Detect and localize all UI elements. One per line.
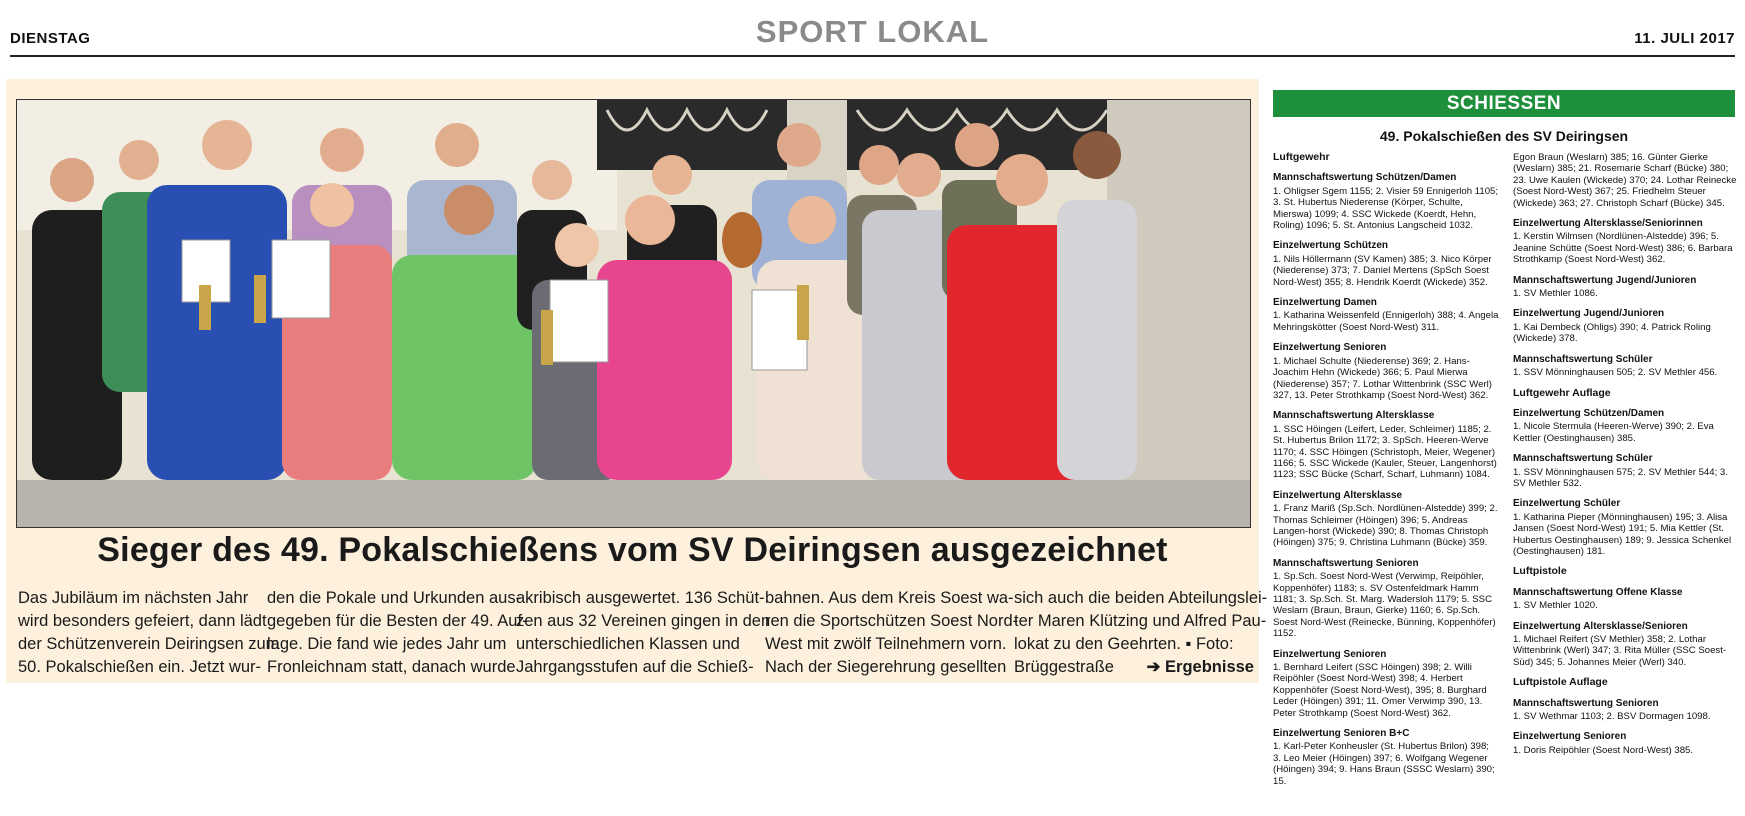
article-line: 50. Pokalschießen ein. Jetzt wur- <box>18 658 262 676</box>
article-line: West mit zwölf Teilnehmern vorn. <box>765 635 1007 653</box>
article-line: akribisch ausgewertet. 136 Schüt- <box>516 589 765 607</box>
result-category: Einzelwertung Schützen/Damen <box>1513 407 1665 419</box>
result-category: Einzelwertung Senioren <box>1273 342 1387 354</box>
result-text: 1. Nicole Stermula (Heeren-Werve) 390; 2. Eva Kettler (Oestinghausen) 385. <box>1513 421 1714 444</box>
sidebar-title: 49. Pokalschießen des SV Deiringsen <box>1379 128 1629 144</box>
result-category: Einzelwertung Jugend/Junioren <box>1513 308 1665 320</box>
article-line: Das Jubiläum im nächsten Jahr <box>18 589 249 607</box>
article-line: Jahrgangsstufen auf die Schieß- <box>516 658 754 676</box>
result-text: 1. Karl-Peter Konheusler (St. Hubertus Brilon) 398; 3. Leo Meier (Höingen) 397; 6. Wolfgang Wegener (Höingen) 394; 9. Hans Braun (SSSC Weslarn) 390; 15. <box>1273 741 1495 787</box>
sidebar-column-left <box>1273 152 1499 796</box>
result-block <box>1273 649 1499 719</box>
article-line: den die Pokale und Urkunden aus- <box>267 589 522 607</box>
result-block <box>1513 354 1739 379</box>
result-block <box>1273 490 1499 549</box>
result-block <box>1273 342 1499 401</box>
result-text: 1. SV Methler 1086. <box>1513 288 1598 300</box>
section-title: SPORT LOKAL <box>755 14 990 49</box>
sidebar-banner: SCHIESSEN <box>1273 90 1735 117</box>
article-line: ren die Sportschützen Soest Nord- <box>765 612 1019 630</box>
results-link[interactable]: ➔ Ergebnisse <box>1146 658 1254 676</box>
group-photo-illustration <box>17 100 1250 527</box>
result-block <box>1513 698 1739 723</box>
result-block <box>1513 408 1739 444</box>
article-headline: Sieger des 49. Pokalschießens vom SV Deiringsen ausgezeichnet <box>97 531 1168 569</box>
result-block <box>1513 218 1739 266</box>
result-text: Egon Braun (Weslarn) 385; 16. Günter Gierke (Weslarn) 385; 21. Rosemarie Scharf (Bücke) 380; 23. Uwe Kaulen (Wickede) 370; 24. Lothar Reinecke (Soest Nord-West) 367; 25. Friedhelm Steuer (Wickede) 363; 27. Christoph Scharf (Bücke) 345. <box>1513 152 1737 209</box>
result-block <box>1513 731 1739 756</box>
article-line: lokat zu den Geehrten. ▪ Foto: <box>1014 635 1234 653</box>
article-column-2 <box>267 587 528 679</box>
result-category: Einzelwertung Senioren <box>1273 648 1387 660</box>
result-block <box>1513 308 1739 344</box>
result-category: Mannschaftswertung Jugend/Junioren <box>1513 274 1697 286</box>
result-category: Einzelwertung Altersklasse/Seniorinnen <box>1513 218 1703 230</box>
discipline-heading: Luftgewehr Auflage <box>1513 386 1611 399</box>
result-text: 1. SV Methler 1020. <box>1513 600 1598 612</box>
result-block <box>1513 453 1739 489</box>
result-block <box>1513 566 1739 577</box>
article-line: ter Maren Klützing und Alfred Pau- <box>1014 612 1267 630</box>
article-line: unterschiedlichen Klassen und <box>516 635 740 653</box>
result-block <box>1513 388 1739 399</box>
result-category: Einzelwertung Senioren B+C <box>1273 728 1410 740</box>
discipline-heading: Luftpistole Auflage <box>1513 676 1608 689</box>
result-text: 1. Katharina Weissenfeld (Ennigerloh) 388; 4. Angela Mehringskötter (Soest Nord-West) 311. <box>1273 310 1499 333</box>
header-rule <box>10 55 1735 57</box>
result-block <box>1273 152 1499 163</box>
header-day: DIENSTAG <box>10 30 91 47</box>
article-column-5 <box>1014 587 1268 679</box>
article-line: Nach der Siegerehrung gesellten <box>765 658 1007 676</box>
result-category: Mannschaftswertung Offene Klasse <box>1513 586 1683 598</box>
result-block <box>1273 297 1499 333</box>
result-block <box>1513 621 1739 669</box>
article-line: gegeben für die Besten der 49. Auf- <box>267 612 528 630</box>
result-text: 1. Nils Höllermann (SV Kamen) 385; 3. Nico Körper (Niederense) 373; 7. Daniel Mertens (SpSch Soest Nord-West) 355; 8. Hendrik Koerdt (Wickede) 352. <box>1273 253 1492 288</box>
result-block <box>1273 410 1499 480</box>
result-block <box>1273 240 1499 288</box>
sidebar-column-right <box>1513 152 1739 765</box>
article-line: Fronleichnam statt, danach wurde <box>267 658 516 676</box>
result-text: 1. SSV Mönninghausen 505; 2. SV Methler 456. <box>1513 367 1718 379</box>
article-column-1 <box>18 587 280 679</box>
result-category: Einzelwertung Senioren <box>1513 731 1627 743</box>
article-line <box>1014 656 1254 679</box>
result-category: Mannschaftswertung Altersklasse <box>1273 410 1435 422</box>
result-category: Mannschaftswertung Schützen/Damen <box>1273 172 1457 184</box>
article-column-3 <box>516 587 771 679</box>
result-text: 1. Michael Schulte (Niederense) 369; 2. Hans-Joachim Hehn (Wickede) 366; 5. Paul Mierwa (Niederense) 357; 7. Lothar Wittenbrink (SSC Werl) 327, 13. Peter Strothkamp (Soest Nord-West) 362. <box>1273 355 1492 401</box>
result-block <box>1513 677 1739 688</box>
article <box>6 79 1268 683</box>
result-category: Mannschaftswertung Schüler <box>1513 353 1653 365</box>
sidebar-columns <box>1273 152 1735 812</box>
result-block <box>1513 587 1739 612</box>
article-line: lage. Die fand wie jedes Jahr um <box>267 635 507 653</box>
result-block <box>1273 728 1499 787</box>
result-text: 1. Ohligser Sgem 1155; 2. Visier 59 Ennigerloh 1105; 3. St. Hubertus Niederense (Körper, Schulte, Mierswa) 1099; 4. SSC Wickede (Koerdt, Hehn, Roling) 1096; 5. St. Antonius Langscheid 1032. <box>1273 185 1499 232</box>
article-line: zen aus 32 Vereinen gingen in den <box>516 612 771 630</box>
result-text: 1. Michael Reifert (SV Methler) 358; 2. Lothar Wittenbrink (Werl) 347; 3. Rita Müller (SSC Soest-Süd) 345; 5. Johannes Meier (Werl) 340. <box>1513 634 1727 668</box>
result-category: Mannschaftswertung Schüler <box>1513 453 1653 465</box>
result-block <box>1273 172 1499 231</box>
result-category: Einzelwertung Altersklasse <box>1273 489 1403 501</box>
article-line: wird besonders gefeiert, dann lädt <box>18 612 267 630</box>
result-text: 1. SV Wethmar 1103; 2. BSV Dormagen 1098. <box>1513 711 1711 723</box>
result-category: Einzelwertung Altersklasse/Senioren <box>1513 620 1688 632</box>
photo-credit: Brüggestraße <box>1014 658 1114 676</box>
article-line: sich auch die beiden Abteilungslei- <box>1014 589 1268 607</box>
result-block <box>1513 275 1739 300</box>
article-column-4 <box>765 587 1019 679</box>
group-photo <box>16 99 1251 528</box>
article-line: bahnen. Aus dem Kreis Soest wa- <box>765 589 1014 607</box>
discipline-heading: Luftgewehr <box>1273 151 1330 163</box>
result-text: 1. Sp.Sch. Soest Nord-West (Verwimp, Reipöhler, Koppenhöfer) 1183; s. SV Ostenfeldmark Hamm 1181; 3. Sp.Sch. St. Marg. Wadersloh 1179; 5. SSC Weslarn (Braun, Braun, Gierke) 1160; 6. Sp.Sch. Soest Nord-West (Reinecke, Bünning, Koppenhöfer) 1152. <box>1273 571 1496 640</box>
article-line: der Schützenverein Deiringsen zum <box>18 635 280 653</box>
result-text: 1. SSC Höingen (Leifert, Leder, Schleimer) 1185; 2. St. Hubertus Brilon 1172; 3. SpSch. Heeren-Werve 1170; 4. SSC Höingen (Schristoph, Meier, Wegener) 1166; 5. SSC Wickede (Kauler, Steuer, Langenhorst) 1123; SSC Bücke (Scharf, Scharf, Luhmann) 1084. <box>1273 423 1497 481</box>
result-category: Einzelwertung Damen <box>1273 297 1377 309</box>
result-text: 1. Doris Reipöhler (Soest Nord-West) 385. <box>1513 744 1694 756</box>
header-date: 11. JULI 2017 <box>1634 30 1735 47</box>
result-block <box>1273 558 1499 640</box>
result-category: Einzelwertung Schüler <box>1513 498 1621 510</box>
result-block <box>1513 498 1739 557</box>
discipline-heading: Luftpistole <box>1513 565 1567 578</box>
result-text: 1. Franz Mariß (Sp.Sch. Nordlünen-Alstedde) 399; 2. Thomas Schleimer (Höingen) 396; 5. Andreas Langen-horst (Wickede) 390; 8. Thomas Christoph (Höingen) 375; 9. Christina Luhmann (Bücke) 359. <box>1273 503 1498 549</box>
results-sidebar <box>1273 90 1735 812</box>
result-text: 1. Kai Dembeck (Ohligs) 390; 4. Patrick Roling (Wickede) 378. <box>1513 321 1711 345</box>
result-text: 1. Katharina Pieper (Mönninghausen) 195; 3. Alisa Jansen (Soest Nord-West) 191; 5. Mia Kettler (St. Hubertus Oestinghausen) 189; 9. Jessica Schenkel (Oestinghausen) 181. <box>1513 511 1732 557</box>
result-category: Mannschaftswertung Senioren <box>1273 557 1419 569</box>
result-block <box>1513 152 1739 209</box>
result-text: 1. Bernhard Leifert (SSC Höingen) 398; 2. Willi Reipöhler (Soest Nord-West) 398; 4. Herbert Koppenhöfer (Soest Nord-West), 395; 8. Burghard Leder (Höingen) 391; 11. Omer Verwimp 390, 13. Peter Strothkamp (Soest Nord-West) 362. <box>1273 662 1487 719</box>
result-text: 1. Kerstin Wilmsen (Nordlünen-Alstedde) 396; 5. Jeanine Schütte (Soest Nord-West) 386; 6. Barbara Strothkamp (Soest Nord-West) 362. <box>1513 231 1733 266</box>
result-category: Mannschaftswertung Senioren <box>1513 697 1659 709</box>
result-category: Einzelwertung Schützen <box>1273 240 1389 252</box>
result-text: 1. SSV Mönninghausen 575; 2. SV Methler 544; 3. SV Methler 532. <box>1513 466 1728 489</box>
